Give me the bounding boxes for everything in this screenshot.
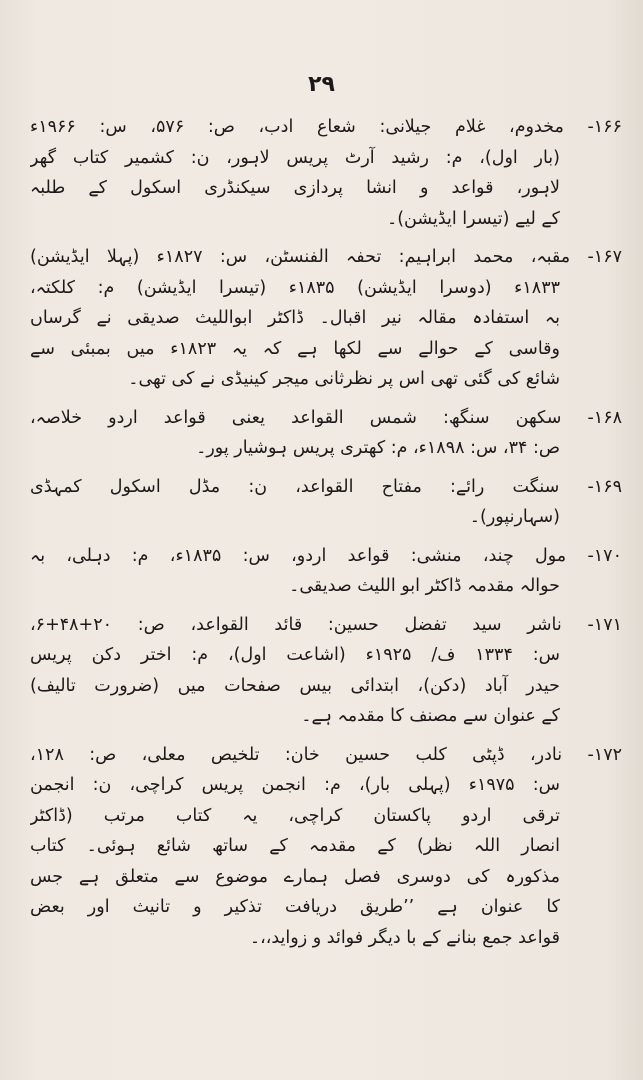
entry-line: ۱۶۶- مخدوم، غلام جیلانی: شعاع ادب، ص: ۵۷۶، س: ۱۹۶۶ء: [30, 117, 622, 137]
entry-168: [30, 403, 622, 464]
entry-172: [30, 740, 622, 954]
entry-line: (سہارنپور)۔: [469, 507, 560, 527]
entry-line: س: ۱۳۳۴ ف/ ۱۹۲۵ء (اشاعت اول)، م: اختر دکن پریس: [30, 645, 560, 665]
entry-line: ص: ۳۴، س: ۱۸۹۸ء، م: کھتری پریس ہوشیار پور۔: [196, 438, 560, 458]
entry-line: لاہور، قواعد و انشا پردازی سیکنڈری اسکول کے طلبہ: [30, 178, 560, 198]
entry-line: کے عنوان سے مصنف کا مقدمہ ہے۔: [301, 706, 560, 726]
entry-line: ۱۶۸- سکھن سنگھ: شمس القواعد یعنی قواعد اردو خلاصہ،: [30, 407, 622, 428]
entry-line: وقاسی کے حوالے سے لکھا ہے کہ یہ ۱۸۲۳ء میں بمبئی سے: [30, 338, 560, 359]
entry-line: قواعد جمع بنانے کے با دیگر فوائد و زواید،،۔: [249, 927, 560, 948]
entry-line: س: ۱۹۷۵ء (پہلی بار)، م: انجمن پریس کراچی، ن: انجمن: [30, 775, 560, 795]
entry-line: ۱۷۱- ناشر سید تفضل حسین: قائد القواعد، ص: ۲۰+۴۸+۶،: [30, 614, 622, 635]
page-number: ۲۹: [308, 72, 335, 97]
bibliography-entries: [30, 112, 622, 961]
entry-167: [30, 242, 622, 395]
entry-line: مذکورہ کی دوسری فصل ہمارے موضوع سے متعلق ہے جس: [30, 866, 560, 887]
entry-line: انصار اللہ نظر) کے مقدمہ کے ساتھ شائع ہوئی۔ کتاب: [30, 836, 560, 856]
entry-line: ترقی اردو پاکستان کراچی، یہ کتاب مرتب (ڈاکٹر: [30, 805, 560, 826]
entry-line: ۱۷۲- نادر، ڈپٹی کلب حسین خان: تلخیص معلی، ص: ۱۲۸،: [30, 744, 622, 765]
entry-line: شائع کی گئی تھی اس پر نظرثانی میجر کینیڈی نے کی تھی۔: [128, 369, 560, 389]
entry-169: [30, 472, 622, 533]
entry-line: ۱۷۰- مول چند، منشی: قواعد اردو، س: ۱۸۳۵ء، م: دہلی، بہ: [30, 545, 622, 566]
entry-line: (بار اول)، م: رشید آرٹ پریس لاہور، ن: کشمیر کتاب گھر: [30, 147, 560, 168]
entry-170: [30, 541, 622, 602]
entry-line: حوالہ مقدمہ ڈاکٹر ابو اللیث صدیقی۔: [289, 576, 560, 596]
entry-line: حیدر آباد (دکن)، ابتدائی بیس صفحات میں (ضرورت تالیف): [30, 675, 560, 696]
entry-line: بہ استفادہ مقالہ نیر اقبال۔ ڈاکٹر ابواللیث صدیقی نے گرساں: [30, 308, 560, 328]
entry-166: [30, 112, 622, 234]
entry-line: کے لیے (تیسرا ایڈیشن)۔: [386, 208, 560, 229]
entry-line: ۱۸۳۳ء (دوسرا ایڈیشن) ۱۸۳۵ء (تیسرا ایڈیشن) م: کلکتہ،: [30, 277, 560, 298]
entry-line: کا عنوان ہے ’’طریق دریافت تذکیر و تانیث اور بعض: [30, 897, 560, 917]
entry-line: ۱۶۷- مقبہ، محمد ابراہیم: تحفہ الفنسٹن، س: ۱۸۲۷ء (پہلا ایڈیشن): [30, 247, 622, 267]
entry-line: ۱۶۹- سنگت رائے: مفتاح القواعد، ن: مڈل اسکول کمہڈی: [30, 476, 622, 497]
entry-171: [30, 610, 622, 732]
